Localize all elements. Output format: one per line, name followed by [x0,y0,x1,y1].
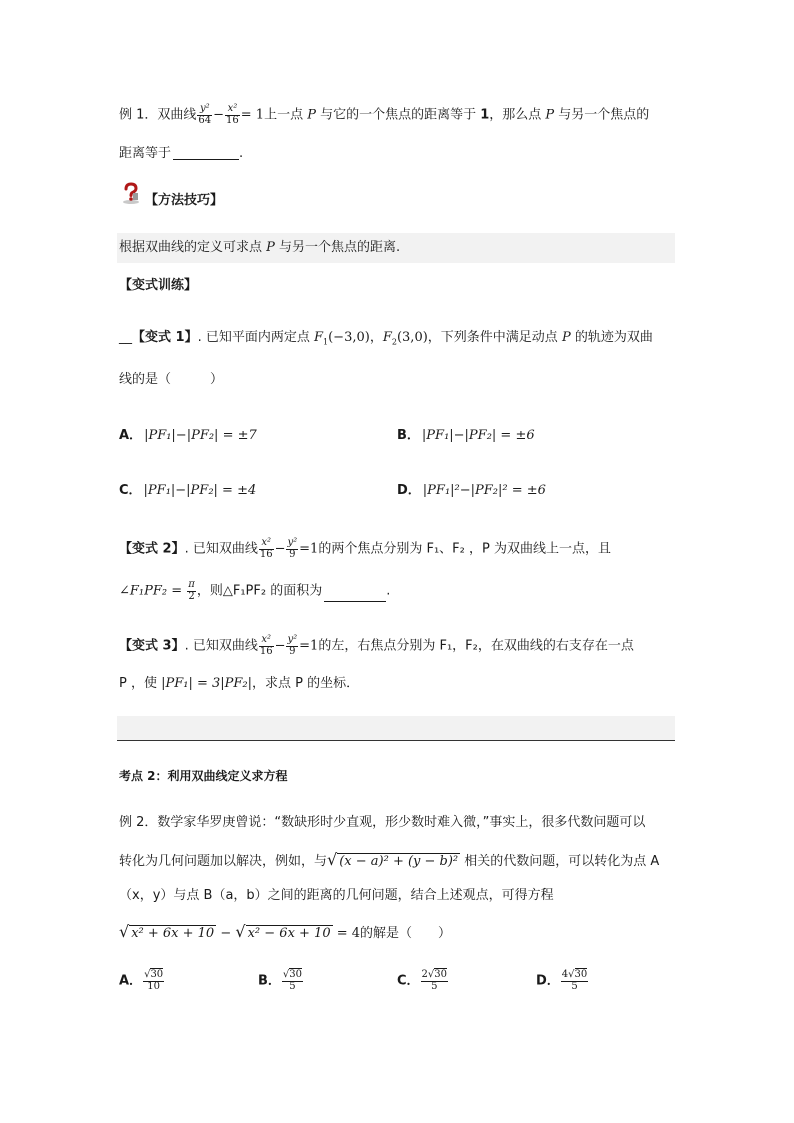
answer-band [117,716,675,740]
fraction-x2-over-16: $\frac{\text{x²}}{16}$ [226,103,239,126]
option-c[interactable]: C． |PF₁|−|PF₂| = ±4 [119,483,257,498]
example-1-line-1: 例 1．双曲线 $\frac{\text{y²}}{64}$ − $\frac{\text{x²}}{16}$ = 1上一点 P 与它的一个焦点的距离等于 1，那么点 P 与另一个焦点的 [119,103,650,126]
option-d[interactable]: D． |PF₁|²−|PF₂|² = ±6 [397,483,546,498]
method-body: 根据双曲线的定义可求点 P 与另一个焦点的距离. [119,240,401,255]
divider-line [117,740,675,741]
variant-3-line-2: P ，使 |PF₁| = 3|PF₂|，求点 P 的坐标． [119,676,360,691]
variant-2-line-2: ∠F₁PF₂ = $\frac{\pi}{2}$ ，则△F₁PF₂ 的面积为 . [119,579,391,602]
ex2-option-d[interactable]: D． $\frac{4√30}{5}$ [536,969,588,992]
ex2-option-a[interactable]: A． $\frac{√30}{10}$ [119,969,164,992]
fraction-x2-over-16: $\frac{\text{x²}}{16}$ [259,537,273,560]
sqrt-symbol: √ [327,850,338,869]
fraction-y2-over-9: $\frac{\text{y²}}{9}$ [287,634,298,657]
ex2-option-b[interactable]: B． $\frac{√30}{5}$ [258,969,303,992]
fraction-x2-over-16: $\frac{\text{x²}}{16}$ [259,634,273,657]
variant-2-line-1: 【变式 2】. 已知双曲线 $\frac{\text{x²}}{16}$ − $\frac{\text{y²}}{9}$ =1的两个焦点分别为 F₁、F₂ ，P 为双曲线上一点，且 [119,537,611,560]
fraction-pi-over-2: $\frac{\pi}{2}$ [188,579,195,602]
method-title: 【方法技巧】 [145,193,224,208]
answer-blank[interactable] [173,147,239,160]
example-2-line-2: 转化为几何问题加以解决，例如，与√ (x − a)² + (y − b)² 相关的代数问题，可以转化为点 A [119,850,660,869]
variant-1-line-2: 线的是（ ） [119,372,224,387]
option-b[interactable]: B． |PF₁|−|PF₂| = ±6 [397,428,535,443]
example-2-line-3: （x，y）与点 B（a，b）之间的距离的几何问题，结合上述观点，可得方程 [119,888,554,903]
section-2-title: 考点 2：利用双曲线定义求方程 [119,769,288,783]
example-1-line-2: 距离等于 . [119,146,244,161]
example-2-line-4: √ x² + 6x + 10 − √ x² − 6x + 10 = 4的解是（ ） [119,922,452,941]
option-a[interactable]: A． |PF₁|−|PF₂| = ±7 [119,428,257,443]
question-mark-icon [121,182,141,204]
answer-blank[interactable] [324,589,386,602]
fraction-y2-over-64: $\frac{\text{y²}}{64}$ [198,103,212,126]
fraction-y2-over-9: $\frac{\text{y²}}{9}$ [287,537,298,560]
variant-training-title: 【变式训练】 [119,278,198,293]
ex2-option-c[interactable]: C． $\frac{2√30}{5}$ [397,969,448,992]
variant-3-line-1: 【变式 3】. 已知双曲线 $\frac{\text{x²}}{16}$ − $\frac{\text{y²}}{9}$ =1的左，右焦点分别为 F₁，F₂，在双曲线的右支存在一点 [119,634,634,657]
example-1-label: 例 1．双曲线 [119,107,197,123]
variant-1-line-1: __【变式 1】. 已知平面内两定点 $F_1(-3,0)$，$F_2(3,0)$，下列条件中满足动点 P 的轨迹为双曲 [119,330,653,347]
example-2-line-1: 例 2．数学家华罗庚曾说：“数缺形时少直观，形少数时难入微，”事实上，很多代数问题可以 [119,815,646,830]
